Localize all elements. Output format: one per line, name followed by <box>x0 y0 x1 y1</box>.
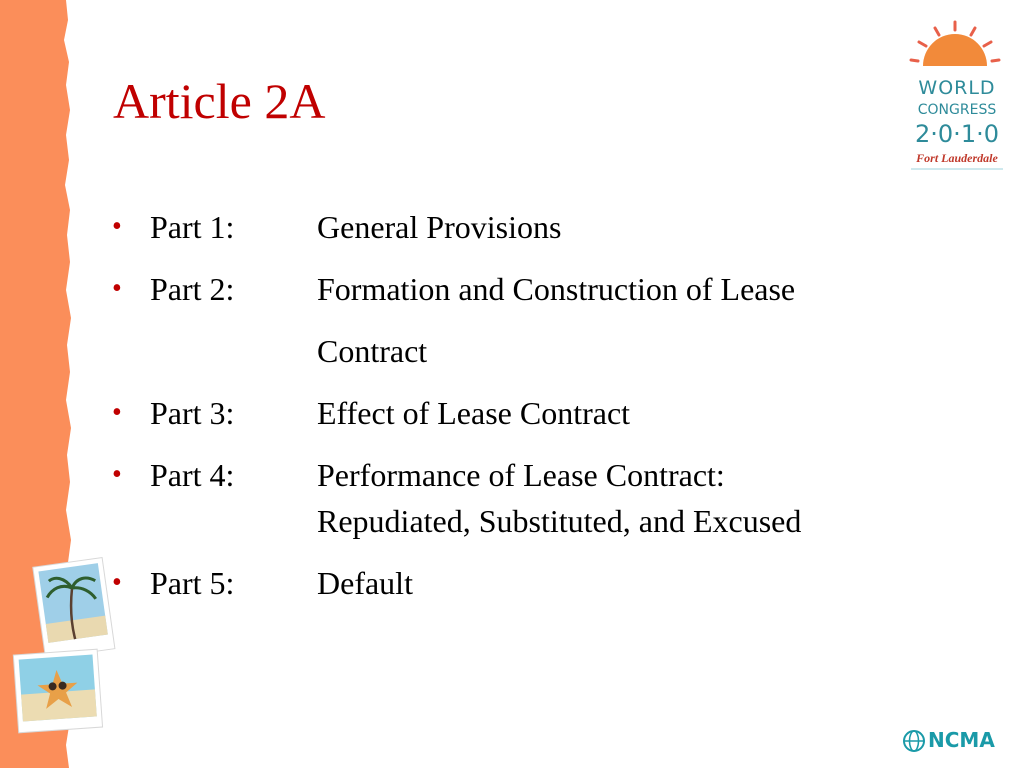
list-item <box>112 204 972 250</box>
part-label: Part 2: <box>150 271 235 307</box>
part-label: Part 1: <box>150 209 235 245</box>
bullet-icon: • <box>112 459 122 490</box>
bullet-icon: • <box>112 567 122 598</box>
list-item <box>112 452 972 544</box>
ncma-wordmark: NCMA <box>928 728 995 752</box>
starfish-photo <box>13 649 102 733</box>
sun-icon <box>911 22 999 66</box>
part-description-line: Performance of Lease Contract: <box>317 457 725 493</box>
list-item <box>112 266 972 374</box>
part-label: Part 4: <box>150 457 235 493</box>
part-label: Part 3: <box>150 395 235 431</box>
part-description <box>317 560 972 606</box>
part-label: Part 5: <box>150 565 235 601</box>
logo-line-year: 2·0·1·0 <box>915 120 999 148</box>
logo-line-congress: CONGRESS <box>917 102 997 118</box>
list-item <box>112 560 972 606</box>
part-description-line: Formation and Construction of Lease <box>317 271 796 307</box>
part-description <box>317 452 972 544</box>
logo-line-city: Fort Lauderdale <box>916 151 998 165</box>
beach-photos <box>8 552 118 742</box>
world-congress-logo <box>905 18 1009 178</box>
part-description <box>317 266 972 374</box>
list-item <box>112 390 972 436</box>
part-description-line: Contract <box>317 333 428 369</box>
ncma-logo <box>902 726 1020 756</box>
part-description-line: Effect of Lease Contract <box>317 395 631 431</box>
logo-line-world: WORLD <box>918 77 996 99</box>
part-description <box>317 204 972 250</box>
palm-tree-photo <box>33 558 115 659</box>
part-description <box>317 390 972 436</box>
part-description-line: Repudiated, Substituted, and Excused <box>317 503 802 539</box>
part-description-line: Default <box>317 565 413 601</box>
bullet-icon: • <box>112 397 122 428</box>
slide-title: Article 2A <box>113 73 326 129</box>
bullet-icon: • <box>112 273 122 304</box>
bullet-icon: • <box>112 211 122 242</box>
bullet-list <box>112 204 972 622</box>
globe-icon <box>902 729 926 753</box>
part-description-line: General Provisions <box>317 209 562 245</box>
